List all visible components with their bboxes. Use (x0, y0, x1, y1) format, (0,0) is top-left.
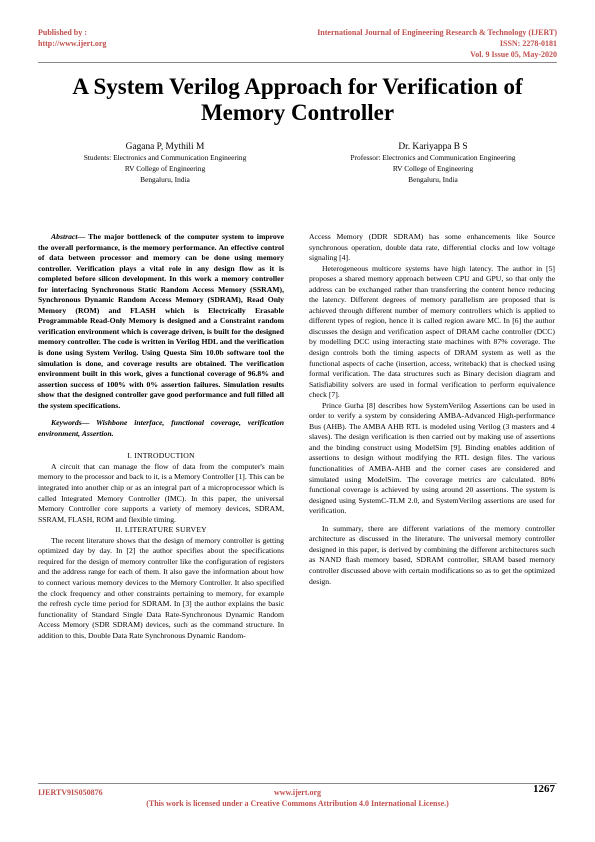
author-block-right (302, 141, 564, 185)
abstract-text: The major bottleneck of the computer system to improve the overall performance, is the memory performance. An effective control of data between processor and memory can be done using memory controller. Verification plays a vital role in any design flow as it is completed before silicon development. In this work a memory controller for interfacing Synchronous Static Random Access Memory (SSRAM), Synchronous Dynamic Random Access Memory (SDRAM), Read Only Memory (ROM) and FLASH which is Electrically Erasable Programmable Read-Only Memory is designed and a Constraint random verification environment which is coverage driven, is built for the designed memory controller. The code is written in Verilog HDL and the verification is done using System Verilog. Using Questa Sim 10.0b software tool the simulation is done, and coverage results are obtained. The verification environment built in this work, gives a functional coverage of 96.8% and assertion success of 100% with 0% assertion failures. Simulation results show that the designed controller gave good performance and full filled all the system specifications. (38, 232, 284, 410)
literature-paragraph-1: The recent literature shows that the design of memory controller is getting optimized day by day. In [2] the author specifies about the specifications required for the design of memory controller like the configuration of registers and the address range for each of them. It also gave the information about how to connect various memory devices to the Memory Controller. It also specified the clock frequency and other constraints pertaining to memory, for example the refresh cycle time period for SDRAM. In [3] the author explains the basic functionality of Standard Single Data Rate-Synchronous Dynamic Random Access Memory (SDR SDRAM) devices, such as the command structure. In addition to this, Double Data Rate Synchronous Dynamic Random- (38, 535, 284, 640)
introduction-paragraph: A circuit that can manage the flow of data from the computer's main memory to the processor and back to it, is a Memory Controller [1]. This can be integrated into another chip or as an integral part of a microprocessor which is called Integrated Memory Controller (IMC). In this paper, the universal Memory Controller core supports a variety of memory devices, SDRAM, SSRAM, FLASH, ROM and flexible timing. (38, 461, 285, 524)
column-left (38, 232, 284, 641)
volume-issue: Vol. 9 Issue 05, May-2020 (470, 50, 557, 59)
section-heading-literature-survey: II. LITERATURE SURVEY (115, 525, 207, 535)
page-number: 1267 (533, 783, 555, 795)
keywords: Keywords— Wishbone interface, functional coverage, verification environment, Assertion. (38, 418, 284, 438)
paper-title: A System Verilog Approach for Verification of Memory Controller (72, 74, 523, 125)
publisher-label: Published by : (38, 28, 87, 37)
issn: ISSN: 2278-0181 (499, 39, 557, 48)
footer-divider (38, 783, 557, 784)
author-names-right: Dr. Kariyappa B S (398, 142, 468, 152)
author-role-left: Students: Electronics and Communication Engineering (83, 153, 247, 162)
abstract (38, 232, 284, 411)
author-college-left: RV College of Engineering (124, 163, 206, 173)
footer-center (0, 787, 595, 809)
section-heading-introduction: I. INTRODUCTION (127, 451, 195, 461)
summary-paragraph: In summary, there are different variations of the memory controller architecture as discussed in the literature. The universal memory controller designed in this paper, is derived by combining the different architectures such as NAND flash memory based, SDRAM controller, SRAM based memory controller discussed above with certain modifications so as to get the optimized design. (309, 523, 555, 586)
literature-paragraph-3: Prince Gurha [8] describes how SystemVerilog Assertions can be used in order to verify a system by considering AMBA-Advanced High-performance Bus (AHB). The AMBA AHB RTL is modeled using Verilog (3 masters and 4 slaves). The design verification is then carried out by making use of assertions and the binding construct using ModelSim [9]. Binding enables addition of assertions to design without modifying the RTL design files. The various functionalities of AMBA-AHB and the corner cases are considered and simulated using ModelSim. The coverage metrics are calculated. 80% functional coverage is achieved by using around 20 assertions. The system is designed using SystemC-TLM 2.0, and SystemVerilog assertions are used for verification. (309, 400, 555, 516)
abstract-label: Abstract— (51, 232, 86, 241)
author-role-right: Professor: Electronics and Communication Engineering (350, 153, 516, 162)
footer-url-link[interactable]: www.ijert.org (273, 788, 322, 797)
author-city-right: Bengaluru, India (408, 174, 458, 184)
journal-name: International Journal of Engineering Research & Technology (IJERT) (317, 28, 557, 37)
author-city-left: Bengaluru, India (140, 174, 190, 184)
literature-paragraph-2: Heterogeneous multicore systems have high latency. The author in [5] proposes a shared memory approach between CPU and GPU, so that only the address can be exchanged rather than transferring the content hence reducing the latency. Different degrees of memory parallelism are proposed that is achieved through different number of memory controllers which is applied to different types of region, hence it is called region aware MC. In [6] the author discusses the design and verification aspect of DRAM cache controller (DCC) by modelling DCC using interacting state machines with 87% coverage. The design controls both the timing aspects of DRAM system as well as the functional aspects of cache (insertion, access, writeback) that is checked using formal verification. The data structures such as Binary decision diagram and Satisfiability solvers are used in formal verification to perform equivalence check [7]. (309, 263, 555, 400)
author-block-left (40, 141, 290, 185)
author-names-left: Gagana P, Mythili M (125, 142, 205, 152)
header-divider (38, 62, 557, 63)
license-notice: (This work is licensed under a Creative Commons Attribution 4.0 International License.) (146, 799, 449, 808)
header-left (38, 27, 106, 49)
literature-paragraph-continued: Access Memory (DDR SDRAM) has some enhancements like Source synchronous operation, double data rate, differential clocks and low voltage signaling [4]. (309, 232, 555, 263)
header-right (317, 27, 557, 60)
paper-id: IJERTV9IS050876 (38, 788, 103, 797)
author-college-right: RV College of Engineering (392, 163, 474, 173)
journal-url-link[interactable]: http://www.ijert.org (38, 39, 107, 48)
column-right (309, 232, 555, 587)
paragraph-gap (309, 517, 555, 524)
